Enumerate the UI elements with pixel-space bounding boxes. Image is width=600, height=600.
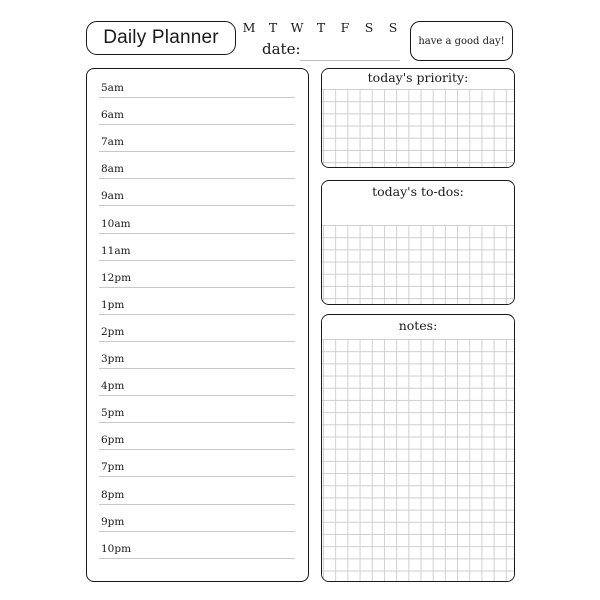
todos-panel [321, 180, 515, 305]
schedule-row[interactable] [99, 429, 295, 450]
schedule-row[interactable] [99, 348, 295, 369]
hour-label: 10pm [101, 542, 132, 555]
weekday-monday[interactable]: M [242, 20, 256, 35]
schedule-row[interactable] [99, 294, 295, 315]
date-label: date: [262, 40, 301, 58]
notes-grid[interactable] [322, 339, 514, 581]
hour-label: 9am [101, 190, 124, 203]
hour-label: 6pm [101, 434, 125, 447]
priority-panel [321, 68, 515, 168]
schedule-row[interactable] [99, 104, 295, 125]
schedule-row[interactable] [99, 213, 295, 234]
weekday-saturday[interactable]: S [364, 20, 374, 35]
hour-label: 12pm [101, 271, 132, 284]
priority-heading: today's priority: [322, 70, 514, 85]
hour-label: 2pm [101, 325, 125, 338]
hour-label: 5am [101, 82, 124, 94]
schedule-row[interactable] [99, 185, 295, 206]
hour-label: 11am [101, 244, 131, 257]
weekday-wednesday[interactable]: W [290, 20, 304, 35]
hour-label: 3pm [101, 353, 125, 365]
hour-label: 8pm [101, 488, 125, 501]
date-field[interactable] [300, 60, 400, 61]
hour-label: 9pm [101, 515, 125, 528]
weekday-tuesday[interactable]: T [268, 20, 278, 35]
weekday-thursday[interactable]: T [316, 20, 326, 35]
hour-label: 8am [101, 163, 124, 176]
schedule-row[interactable] [99, 267, 295, 288]
schedule-row[interactable] [99, 538, 295, 559]
hour-label: 5pm [101, 407, 125, 420]
hour-label: 7pm [101, 461, 125, 474]
notes-panel [321, 314, 515, 582]
schedule-row[interactable] [99, 511, 295, 532]
hourly-schedule [86, 68, 309, 582]
motto-badge: have a good day! [410, 21, 513, 61]
schedule-row[interactable] [99, 484, 295, 505]
hour-label: 7am [101, 136, 124, 149]
schedule-row[interactable] [99, 321, 295, 342]
weekday-sunday[interactable]: S [388, 20, 398, 35]
schedule-row[interactable] [99, 375, 295, 396]
weekday-friday[interactable]: F [340, 20, 350, 35]
hour-label: 1pm [101, 298, 125, 311]
schedule-row[interactable] [99, 402, 295, 423]
schedule-row[interactable] [99, 456, 295, 477]
priority-grid[interactable] [322, 89, 514, 167]
schedule-row[interactable] [99, 131, 295, 152]
hour-label: 4pm [101, 380, 125, 393]
hour-label: 6am [101, 109, 124, 122]
hour-label: 10am [101, 217, 131, 230]
schedule-row[interactable] [99, 240, 295, 261]
schedule-row[interactable] [99, 158, 295, 179]
todos-grid[interactable] [322, 225, 514, 304]
schedule-row[interactable] [99, 77, 295, 98]
weekday-selector [240, 20, 402, 38]
planner-title: Daily Planner [86, 21, 236, 55]
todos-heading: today's to-dos: [322, 184, 514, 199]
notes-heading: notes: [322, 318, 514, 333]
